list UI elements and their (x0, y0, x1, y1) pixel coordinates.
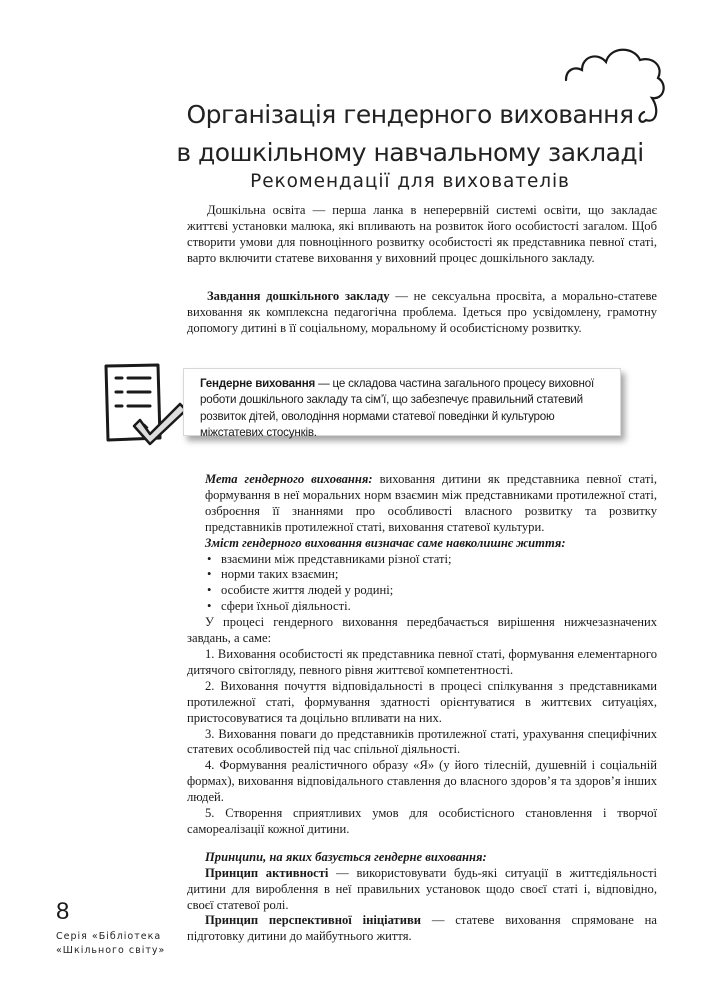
definition-text (200, 376, 612, 441)
page-title-line1: Організація гендерного виховання (186, 100, 634, 129)
definition-body: — це складова частина загального процесу виховної роботи дошкільного закладу та сім’ї, що забезпечує правильний статевий розвиток дітей, оволодіння нормами статевої поведінки й культурою міжстатевих стосунків. (200, 377, 594, 439)
principle-1-title: Принцип активності (205, 865, 329, 880)
intro-p1-text: Дошкільна освіта — перша ланка в неперервній системі освіти, що закладає життєві установки малюка, які впливають на розвиток його особистості загалом. Щоб створити умови для повноцінного розвитку особистості як представника певної статі, варто включити статеве виховання у виховний процес дошкільного закладу. (187, 203, 657, 265)
goal-text: виховання дитини як представника певної статі, формування в неї моральних норм взаємин між представниками протилежної статі, озброєння її знаннями про особливості власного розвитку та розвитку представників протилежної статі, виховання статевої культури. (205, 472, 657, 534)
principle-1-text: — використовувати будь-які ситуації в життєдіяльності дитини для вироблення в неї правильних установок щодо своєї статі і, відповідно, своєї статевої ролі. (187, 865, 657, 912)
task-item: 3. Виховання поваги до представників протилежної статі, урахування специфічних статевих особливостей під час спільної діяльності. (187, 726, 657, 757)
content-bullet: • сфери їхньої діяльності. (205, 599, 657, 615)
checklist-doodle-icon (100, 360, 192, 446)
task-item: 5. Створення сприятливих умов для особистісного становлення і творчої самореалізації кожної дитини. (187, 806, 657, 836)
tasks-intro: У процесі гендерного виховання передбачається вирішення нижчезазначених завдань, а саме: (187, 615, 657, 646)
goal-label: Мета гендерного виховання: (205, 472, 373, 486)
content-bullet: • норми таких взаємин; (205, 567, 657, 583)
page-subtitle: Рекомендації для вихователів (250, 171, 570, 192)
content-bullet: • взаємини між представниками різної статі; (205, 552, 657, 568)
principle-2-title: Принцип перспективної ініціативи (205, 913, 422, 928)
page-number: 8 (56, 898, 70, 925)
definition-term: Гендерне виховання (200, 377, 316, 390)
intro-p2-bold: Завдання дошкільного закладу (207, 289, 390, 303)
series-line-1: Серія «Бібліотека (56, 931, 162, 942)
content-bullet: • особисте життя людей у родині; (205, 583, 657, 599)
main-section (187, 472, 658, 945)
intro-p2-rest: — не сексуальна просвіта, а морально-статеве виховання як комплексна педагогічна проблема. Ідеться про усвідомлену, грамотну допомогу дитині в її соціальному, моральному й особистісному розвитку. (187, 289, 657, 335)
principle-2-text: — статеве виховання спрямоване на підготовку дитини до майбутнього життя. (187, 913, 658, 944)
task-item: 1. Виховання особистості як представника певної статі, формування елементарного дитячого світогляду, певного рівня життєвої компетентності. (187, 646, 657, 677)
intro-paragraph-2 (187, 289, 657, 337)
task-item: 2. Виховання почуття відповідальності в процесі спілкування з представниками протилежної статі, формування здатності орієнтуватися в життєвих ситуаціях, пристосовуватися та доцільно впливати на них. (187, 678, 657, 725)
principles-label: Принципи, на яких базується гендерне виховання: (205, 849, 487, 864)
series-line-2: «Шкільного світу» (56, 945, 166, 956)
page-title-line2: в дошкільному навчальному закладі (176, 138, 644, 167)
content-label: Зміст гендерного виховання визначає саме навколишнє життя: (205, 535, 566, 550)
intro-paragraph-1 (187, 203, 657, 267)
task-item: 4. Формування реалістичного образу «Я» (у його тілесній, душевній і соціальній формах), виховання відповідального ставлення до власного здоров’я та здоров’я інших людей. (187, 758, 657, 805)
